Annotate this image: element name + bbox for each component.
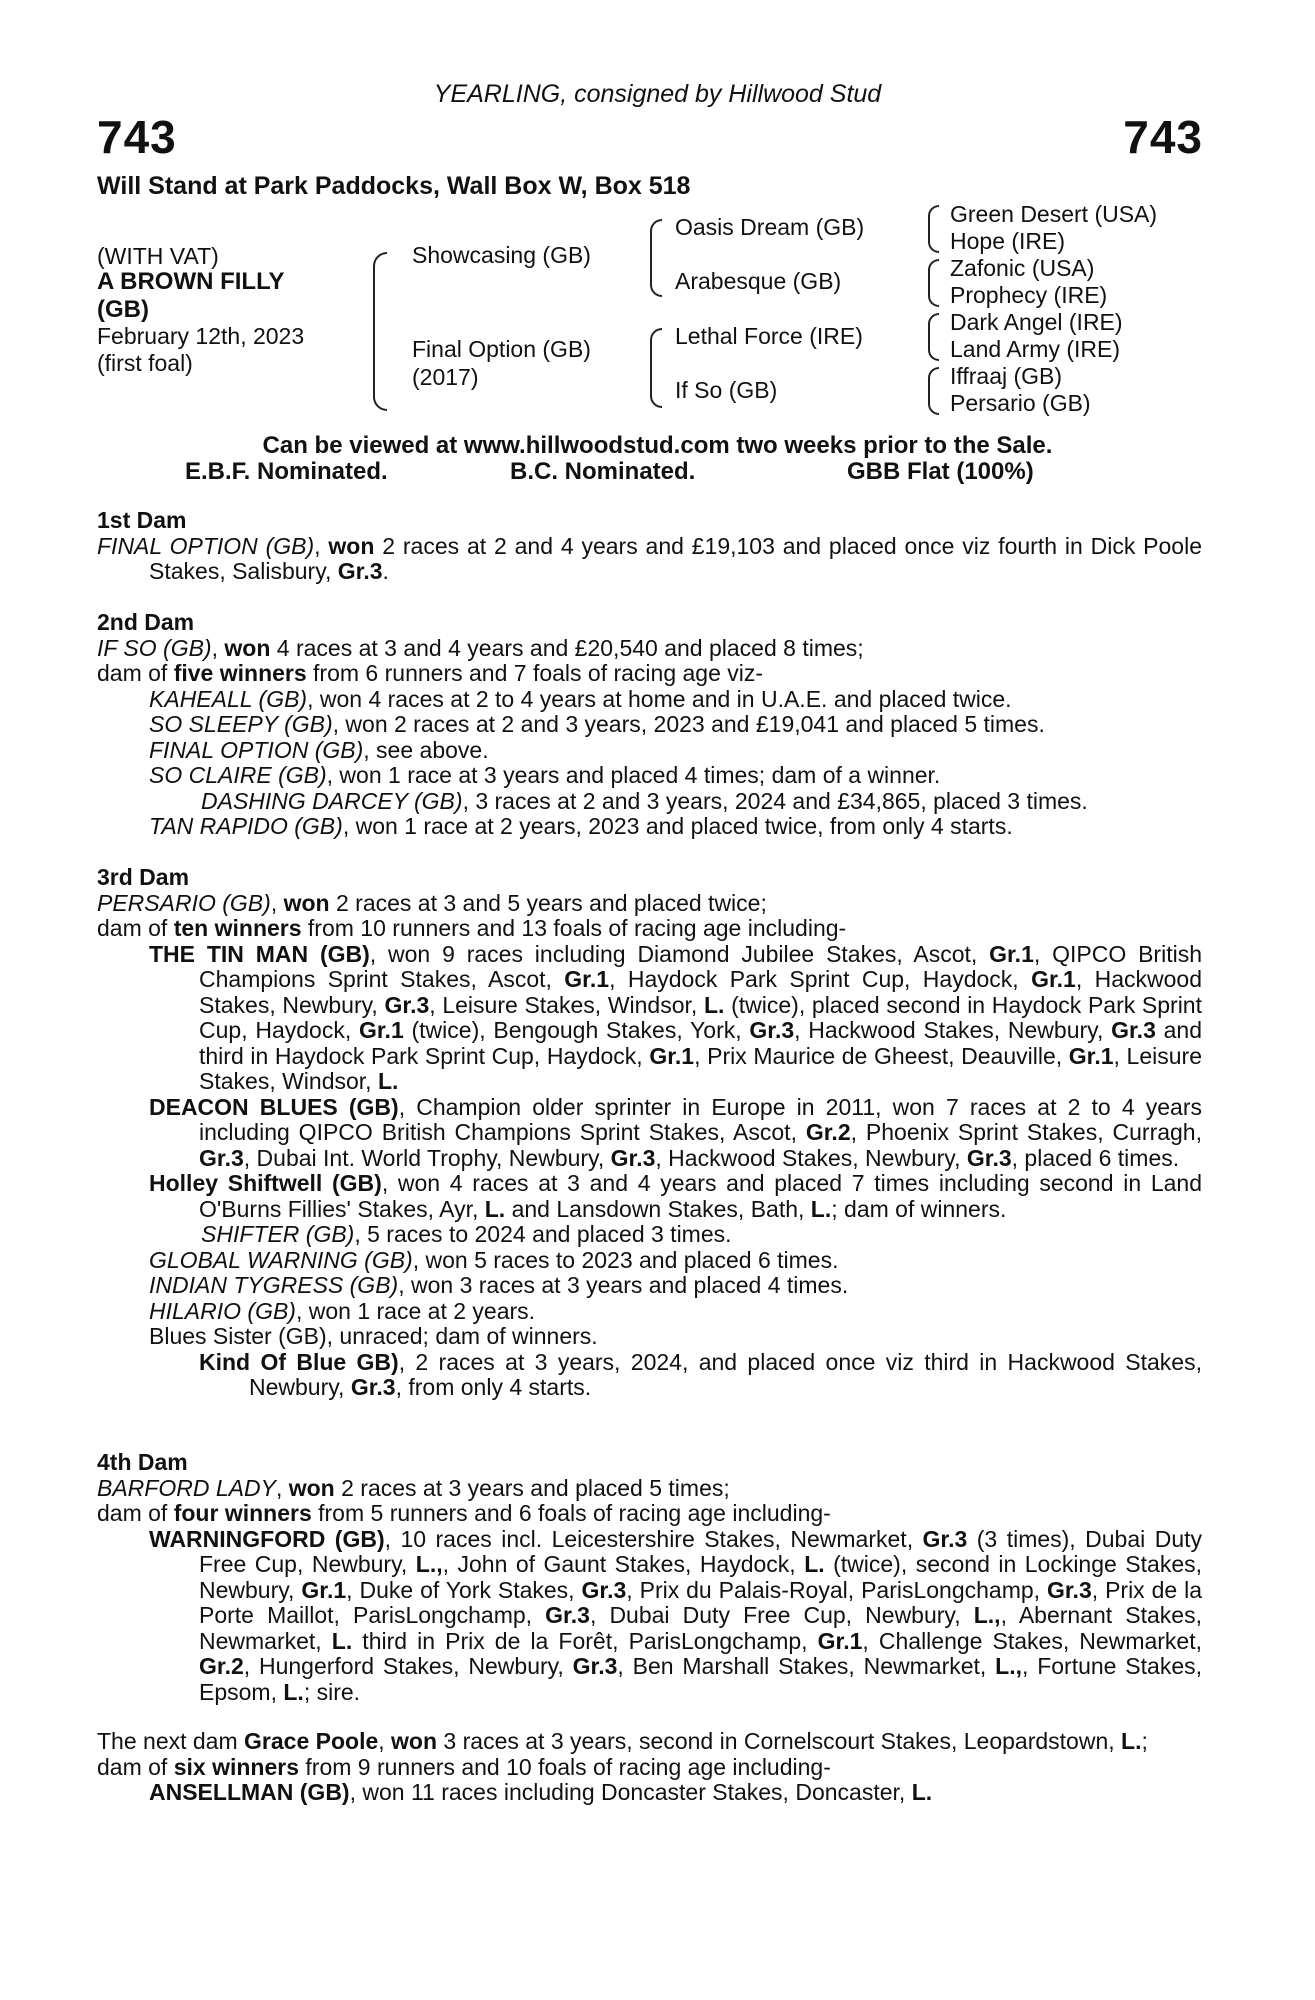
winner-count: five winners — [173, 660, 307, 686]
record-text: ; dam of winners. — [831, 1195, 1007, 1222]
record-text: , Dubai Int. World Trophy, Newbury, — [243, 1144, 611, 1171]
section-heading: 4th Dam — [97, 1449, 188, 1475]
produce-item — [97, 1248, 1202, 1274]
record-text: , won 2 races at 2 and 3 years, 2023 and £19,041 and placed 5 times. — [332, 711, 1045, 737]
record-text: Gr.3 — [966, 1144, 1012, 1171]
next-dam-section — [97, 1729, 1202, 1806]
record-text: , Prix Maurice de Gheest, Deauville, — [694, 1042, 1069, 1069]
progeny-name: FINAL OPTION (GB) — [149, 736, 364, 763]
produce-summary — [97, 1755, 1202, 1781]
lot-number-left: 743 — [97, 111, 177, 163]
bc-nomination: B.C. Nominated. — [510, 458, 696, 485]
produce-item — [97, 1171, 1202, 1222]
winner-count: six winners — [173, 1753, 299, 1780]
record-text: . — [382, 558, 389, 584]
third-dam-section — [97, 865, 1202, 1401]
record-text: ; sire. — [303, 1678, 361, 1705]
dam-name: FINAL OPTION (GB) — [97, 532, 315, 559]
record-text: 2 races at 3 and 5 years and placed twice; — [329, 889, 767, 916]
progeny-name: SO SLEEPY (GB) — [149, 711, 333, 737]
record-text: , Dubai Duty Free Cup, Newbury, — [589, 1602, 974, 1628]
record-text: , John of Gaunt Stakes, Haydock, — [442, 1551, 805, 1577]
gbb-flat: GBB Flat (100%) — [847, 458, 1034, 485]
record-text: (3 times), Dubai Duty Free Cup, Newbury, — [199, 1525, 1203, 1577]
record-text: third in Prix de la Forêt, ParisLongchamp, — [352, 1627, 818, 1654]
record-text: Gr.1 — [358, 1017, 404, 1043]
pedigree-brace — [928, 205, 939, 253]
record-text: , 5 races to 2024 and placed 3 times. — [354, 1221, 732, 1247]
sire: Showcasing (GB) — [412, 242, 591, 268]
produce-item — [97, 763, 1202, 789]
first-dam-record: FINAL OPTION (GB), won 2 races at 2 and 4 years and £19,103 and placed once viz fourth in Dick Poole Stakes, Salisbury, Gr.3. — [97, 532, 1202, 584]
record-text: , 10 races incl. Leicestershire Stakes, Newmarket, — [384, 1525, 923, 1552]
record-text: Gr.3 — [572, 1653, 618, 1679]
record-text: Gr.1 — [1068, 1042, 1114, 1069]
first-dam-section — [97, 508, 1202, 585]
pedigree-brace — [928, 259, 939, 307]
record-text: , Hackwood Stakes, Newbury, — [794, 1017, 1112, 1043]
ebf-nomination: E.B.F. Nominated. — [185, 458, 388, 485]
produce-item: Blues Sister (GB), unraced; dam of winners. — [149, 1323, 598, 1349]
produce-item — [97, 1299, 1202, 1325]
horse-description: A BROWN FILLY — [97, 268, 285, 295]
record-text: L. — [804, 1551, 825, 1577]
record-text: Gr.3 — [1046, 1576, 1092, 1603]
produce-item — [97, 738, 1202, 764]
record-text: , QIPCO British Champions Sprint Stakes, Ascot, — [199, 940, 1202, 992]
record-text: L. — [377, 1068, 399, 1094]
record-text: , Abernant Stakes, Newmarket, — [199, 1602, 1202, 1654]
record-text: from 10 runners and 13 foals of racing age including- — [301, 915, 847, 941]
progeny-name: TAN RAPIDO (GB) — [149, 813, 343, 839]
record-text: , see above. — [363, 736, 489, 763]
record-text: and third in Haydock Park Sprint Cup, Haydock, — [199, 1017, 1203, 1069]
section-heading: 2nd Dam — [97, 609, 195, 635]
won-label: won — [288, 1474, 335, 1501]
won-label: won — [283, 889, 330, 916]
record-text: Gr.3 — [581, 1576, 627, 1603]
grandsire-4: Iffraaj (GB) — [950, 363, 1063, 389]
record-text: The next dam — [97, 1728, 245, 1754]
record-text: , Leisure Stakes, Windsor, — [429, 991, 704, 1018]
won-label: won — [224, 634, 271, 661]
record-text: L., — [973, 1602, 1001, 1628]
record-text: dam of — [97, 915, 174, 941]
record-text: Gr.2 — [199, 1653, 244, 1679]
progeny-name: GLOBAL WARNING (GB) — [149, 1246, 413, 1273]
produce-item — [97, 1273, 1202, 1299]
produce-item — [97, 1527, 1202, 1706]
section-heading: 1st Dam — [97, 507, 187, 533]
dam-dam: If So (GB) — [675, 377, 778, 403]
record-text: , 2 races at 3 years, 2024, and placed once viz third in Hackwood Stakes, Newbury, — [249, 1348, 1202, 1400]
dam-name: BARFORD LADY — [97, 1474, 276, 1501]
dam-year: (2017) — [412, 364, 479, 390]
produce-summary — [97, 661, 1202, 687]
progeny-name: ANSELLMAN (GB) — [149, 1779, 350, 1805]
winner-count: ten winners — [173, 915, 302, 941]
record-text: , Prix du Palais-Royal, ParisLongchamp, — [626, 1576, 1047, 1603]
record-text: , from only 4 starts. — [395, 1374, 592, 1400]
record-text: L. — [283, 1678, 304, 1705]
record-text: , won 1 race at 3 years and placed 4 times; dam of a winner. — [326, 762, 941, 788]
lot-number-right: 743 — [1123, 111, 1203, 163]
record-text: Gr.2 — [805, 1119, 851, 1145]
viewing-note: Can be viewed at www.hillwoodstud.com two weeks prior to the Sale. — [262, 432, 1053, 459]
stand-location: Will Stand at Park Paddocks, Wall Box W, Box 518 — [97, 172, 691, 200]
second-dam-record: IF SO (GB), won 4 races at 3 and 4 years and £20,540 and placed 8 times; — [97, 634, 864, 661]
record-text: , won 4 races at 2 to 4 years at home and in U.A.E. and placed twice. — [307, 685, 1012, 712]
dam-name: IF SO (GB) — [97, 634, 212, 661]
won-label: won — [391, 1728, 438, 1754]
record-text: , Challenge Stakes, Newmarket, — [862, 1627, 1202, 1654]
granddam-1: Hope (IRE) — [950, 228, 1066, 254]
produce-item — [97, 942, 1202, 1095]
produce-summary — [97, 1501, 1202, 1527]
record-text: , Phoenix Sprint Stakes, Curragh, — [850, 1119, 1202, 1145]
progeny-name: DEACON BLUES (GB) — [149, 1093, 399, 1120]
horse-origin: (GB) — [97, 296, 149, 323]
grandsire-1: Green Desert (USA) — [950, 201, 1158, 227]
sire-sire: Oasis Dream (GB) — [675, 214, 865, 240]
produce-item — [97, 1095, 1202, 1172]
record-text: , Champion older sprinter in Europe in 2011, won 7 races at 2 to 4 years including QIPCO British Champions Sprint Stakes, Ascot, — [199, 1093, 1202, 1145]
record-text: 3 races at 3 years, second in Cornelscourt Stakes, Leopardstown, — [437, 1728, 1122, 1754]
won-label: won — [328, 532, 375, 559]
record-text: Gr.1 — [1031, 966, 1076, 992]
record-text: L. — [703, 991, 725, 1018]
foaling-date: February 12th, 2023 — [97, 323, 305, 349]
record-text: Gr.1 — [649, 1042, 695, 1069]
third-dam-record: PERSARIO (GB), won 2 races at 3 and 5 years and placed twice; — [97, 889, 767, 916]
record-text: , placed 6 times. — [1011, 1144, 1180, 1171]
grandsire-2: Zafonic (USA) — [950, 255, 1095, 281]
record-text: Gr.3 — [1111, 1017, 1156, 1043]
record-text: L. — [810, 1195, 832, 1222]
record-text: L. — [911, 1779, 933, 1805]
produce-item — [97, 687, 1202, 713]
grade: Gr.3 — [337, 558, 383, 584]
record-text: , Leisure Stakes, Windsor, — [199, 1042, 1202, 1094]
fourth-dam-record: BARFORD LADY, won 2 races at 3 years and placed 5 times; — [97, 1474, 730, 1501]
record-text: , won 5 races to 2023 and placed 6 times. — [412, 1246, 839, 1273]
produce-item — [97, 1222, 1202, 1248]
granddam-3: Land Army (IRE) — [950, 336, 1120, 362]
dam-name: Grace Poole — [244, 1728, 379, 1754]
progeny-name: SO CLAIRE (GB) — [149, 762, 327, 788]
record-text: (twice), second in Lockinge Stakes, Newbury, — [199, 1551, 1202, 1603]
produce-summary — [97, 916, 1202, 942]
progeny-name: HILARIO (GB) — [149, 1297, 296, 1324]
record-text: L. — [484, 1195, 506, 1222]
record-text: Gr.3 — [922, 1525, 968, 1552]
record-text: L. — [331, 1627, 353, 1654]
record-text: , Ben Marshall Stakes, Newmarket, — [617, 1653, 996, 1679]
dam-name: PERSARIO (GB) — [97, 889, 271, 916]
produce-item — [97, 712, 1202, 738]
pedigree-brace — [928, 313, 939, 361]
record-text: 4 races at 3 and 4 years and £20,540 and placed 8 times; — [270, 634, 864, 661]
winner-count: four winners — [173, 1500, 312, 1526]
progeny-name: INDIAN TYGRESS (GB) — [149, 1272, 399, 1298]
record-text: , won 3 races at 3 years and placed 4 times. — [398, 1272, 849, 1298]
progeny-name: SHIFTER (GB) — [201, 1221, 355, 1247]
progeny-name: WARNINGFORD (GB) — [149, 1525, 385, 1552]
pedigree-brace — [928, 367, 939, 415]
record-text: Gr.3 — [610, 1144, 656, 1171]
record-text: , won 1 race at 2 years. — [295, 1297, 536, 1324]
record-text: and Lansdown Stakes, Bath, — [505, 1195, 811, 1222]
record-text: , won 11 races including Doncaster Stakes, Doncaster, — [349, 1779, 912, 1805]
pedigree-brace — [373, 252, 387, 411]
record-text: , Prix de la Porte Maillot, ParisLongchamp, — [199, 1576, 1203, 1628]
record-text: Gr.1 — [564, 966, 610, 992]
produce-item — [97, 1350, 1202, 1401]
record-text: dam of — [97, 1500, 174, 1526]
progeny-name: DASHING DARCEY (GB) — [201, 787, 463, 814]
progeny-name: THE TIN MAN (GB) — [149, 940, 370, 967]
record-text: from 5 runners and 6 foals of racing age including- — [311, 1500, 831, 1526]
sire-dam: Arabesque (GB) — [675, 268, 842, 294]
produce-item — [97, 789, 1202, 815]
record-text: Gr.3 — [199, 1144, 244, 1171]
record-text: from 6 runners and 7 foals of racing age viz- — [306, 660, 764, 686]
record-text: dam of — [97, 1753, 174, 1780]
vat-note: (WITH VAT) — [97, 243, 219, 269]
record-text: (twice), placed second in Haydock Park Sprint Cup, Haydock, — [199, 991, 1202, 1043]
record-text: Gr.1 — [301, 1576, 347, 1603]
record-text: , Haydock Park Sprint Cup, Haydock, — [609, 966, 1032, 992]
record-text: , Hackwood Stakes, Newbury, — [655, 1144, 967, 1171]
consignor-line: YEARLING, consigned by Hillwood Stud — [433, 80, 882, 108]
record-text: , — [378, 1728, 392, 1754]
record-text: , Fortune Stakes, Epsom, — [199, 1653, 1203, 1705]
progeny-name: KAHEALL (GB) — [149, 685, 308, 712]
second-dam-section — [97, 610, 1202, 840]
record-text: L., — [995, 1653, 1022, 1679]
dam-sire: Lethal Force (IRE) — [675, 323, 863, 349]
record-text: (twice), Bengough Stakes, York, — [403, 1017, 750, 1043]
pedigree-brace — [650, 328, 662, 408]
record-text: , 3 races at 2 and 3 years, 2024 and £34,865, placed 3 times. — [462, 787, 1088, 814]
produce-item — [97, 814, 1202, 840]
next-dam-record — [97, 1729, 1202, 1755]
section-heading: 3rd Dam — [97, 864, 190, 890]
record-text: 2 races at 2 and 4 years and £19,103 and placed once viz fourth in Dick Poole Stakes, Salisbury, — [149, 532, 1202, 584]
pedigree-brace — [650, 219, 662, 297]
dam: Final Option (GB) — [412, 336, 591, 362]
fourth-dam-section — [97, 1450, 1202, 1705]
record-text: dam of — [97, 660, 174, 686]
progeny-name: Holley Shiftwell (GB) — [149, 1170, 382, 1196]
record-text: , Duke of York Stakes, — [346, 1576, 582, 1603]
granddam-4: Persario (GB) — [950, 390, 1091, 416]
record-text: , Hackwood Stakes, Newbury, — [199, 966, 1202, 1018]
record-text: from 9 runners and 10 foals of racing age including- — [299, 1753, 831, 1780]
record-text: , won 9 races including Diamond Jubilee Stakes, Ascot, — [369, 940, 990, 967]
record-text: 2 races at 3 years and placed 5 times; — [334, 1474, 730, 1501]
record-text: L., — [415, 1551, 443, 1577]
granddam-2: Prophecy (IRE) — [950, 282, 1108, 308]
record-text: , won 4 races at 3 and 4 years and placed 7 times including second in Land O'Burns Fillies' Stakes, Ayr, — [199, 1170, 1202, 1222]
record-text: L. — [1121, 1728, 1142, 1754]
record-text: , Hungerford Stakes, Newbury, — [243, 1653, 573, 1679]
first-foal-note: (first foal) — [97, 350, 193, 376]
progeny-name: Kind Of Blue GB) — [199, 1348, 399, 1375]
record-text: , won 1 race at 2 years, 2023 and placed twice, from only 4 starts. — [342, 813, 1013, 839]
record-text: Gr.1 — [817, 1627, 863, 1654]
record-text: Gr.3 — [749, 1017, 795, 1043]
record-text: Gr.3 — [545, 1602, 590, 1628]
record-text: Gr.3 — [384, 991, 430, 1018]
record-text: Gr.3 — [350, 1374, 396, 1400]
produce-item — [97, 1780, 1202, 1806]
record-text: Gr.1 — [989, 940, 1034, 967]
grandsire-3: Dark Angel (IRE) — [950, 309, 1123, 335]
record-text: ; — [1141, 1728, 1148, 1754]
